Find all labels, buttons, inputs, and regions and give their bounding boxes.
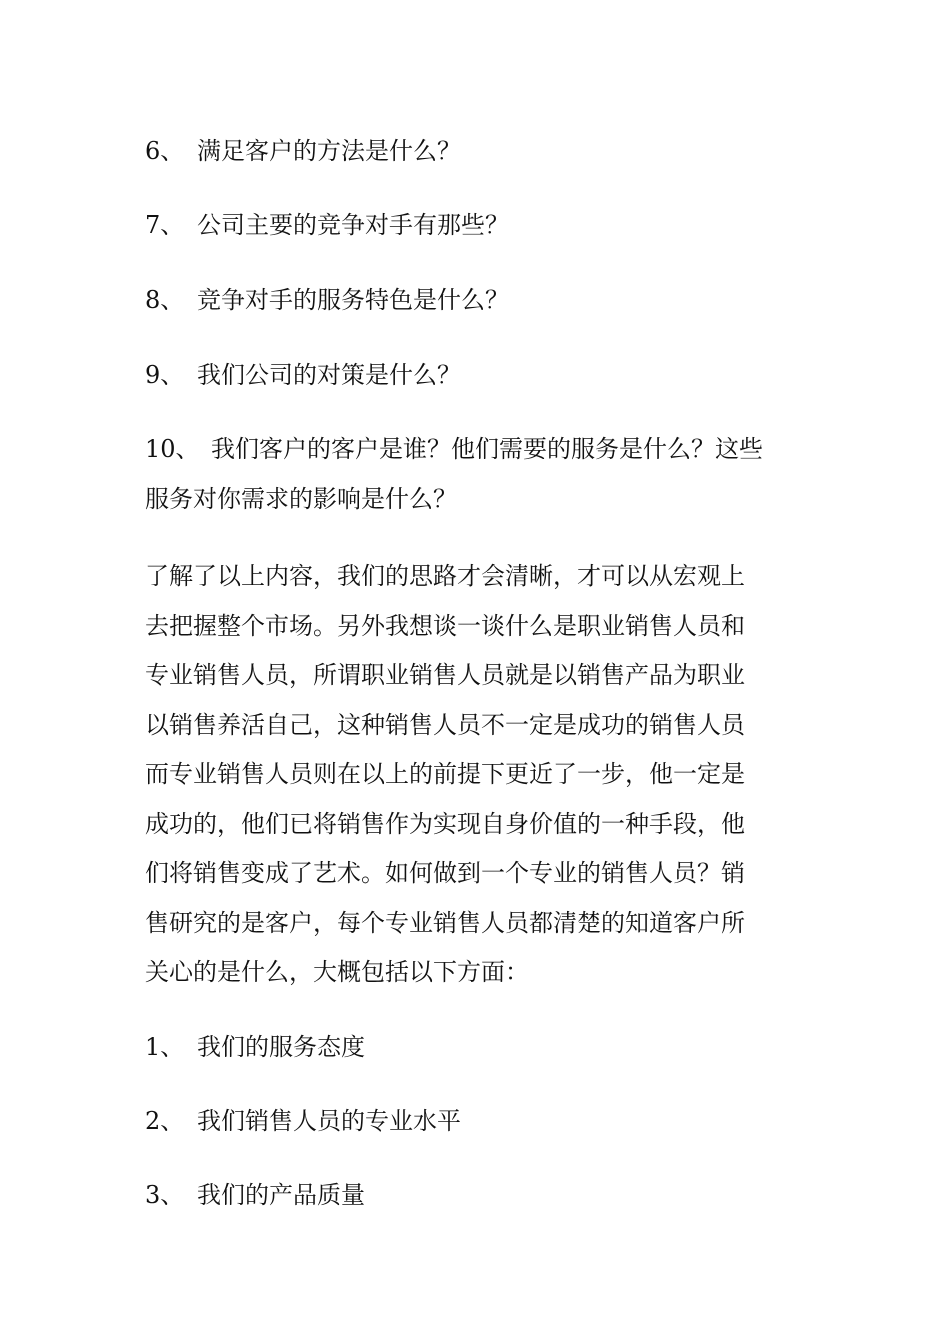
paragraph-line: 以销售养活自己，这种销售人员不一定是成功的销售人员 — [145, 710, 745, 739]
item-number: 6、 — [145, 137, 185, 165]
paragraph-line: 而专业销售人员则在以上的前提下更近了一步，他一定是 — [145, 760, 745, 788]
item-number: 7、 — [145, 211, 185, 239]
item-number: 10、 — [145, 435, 200, 463]
paragraph-line: 了解了以上内容，我们的思路才会清晰，才可以从宏观上 — [145, 562, 745, 590]
paragraph-line: 关心的是什么，大概包括以下方面： — [145, 958, 529, 986]
item-text: 我们客户的客户是谁？他们需要的服务是什么？这些 — [211, 435, 763, 463]
item-number: 3、 — [145, 1181, 185, 1209]
concern-item-1 — [145, 1023, 365, 1071]
item-text: 我们销售人员的专业水平 — [197, 1107, 461, 1135]
item-number: 1、 — [145, 1033, 185, 1061]
question-item-10-line1 — [145, 425, 763, 473]
concern-item-2 — [145, 1097, 461, 1145]
paragraph-line: 成功的，他们已将销售作为实现自身价值的一种手段，他 — [145, 809, 745, 838]
question-item-10-line2 — [145, 475, 457, 523]
item-text: 我们公司的对策是什么？ — [197, 361, 461, 389]
paragraph-line: 们将销售变成了艺术。如何做到一个专业的销售人员？销 — [145, 859, 745, 887]
item-number: 2、 — [145, 1107, 185, 1135]
item-number: 8、 — [145, 286, 185, 314]
question-item-8 — [145, 276, 509, 324]
concern-item-3 — [145, 1171, 365, 1219]
item-text: 我们的服务态度 — [197, 1033, 365, 1061]
item-number: 9、 — [145, 361, 185, 389]
body-paragraph — [145, 552, 815, 998]
paragraph-line: 专业销售人员，所谓职业销售人员就是以销售产品为职业 — [145, 661, 745, 689]
item-text: 竞争对手的服务特色是什么？ — [197, 286, 509, 314]
question-item-9 — [145, 351, 461, 399]
item-text: 公司主要的竞争对手有那些？ — [197, 211, 509, 239]
question-item-7 — [145, 201, 509, 249]
paragraph-line: 去把握整个市场。另外我想谈一谈什么是职业销售人员和 — [145, 611, 745, 640]
paragraph-line: 售研究的是客户，每个专业销售人员都清楚的知道客户所 — [145, 908, 745, 937]
item-text-continued: 服务对你需求的影响是什么？ — [145, 485, 457, 513]
item-text: 我们的产品质量 — [197, 1181, 365, 1209]
item-text: 满足客户的方法是什么？ — [197, 137, 461, 165]
question-item-6 — [145, 127, 461, 175]
